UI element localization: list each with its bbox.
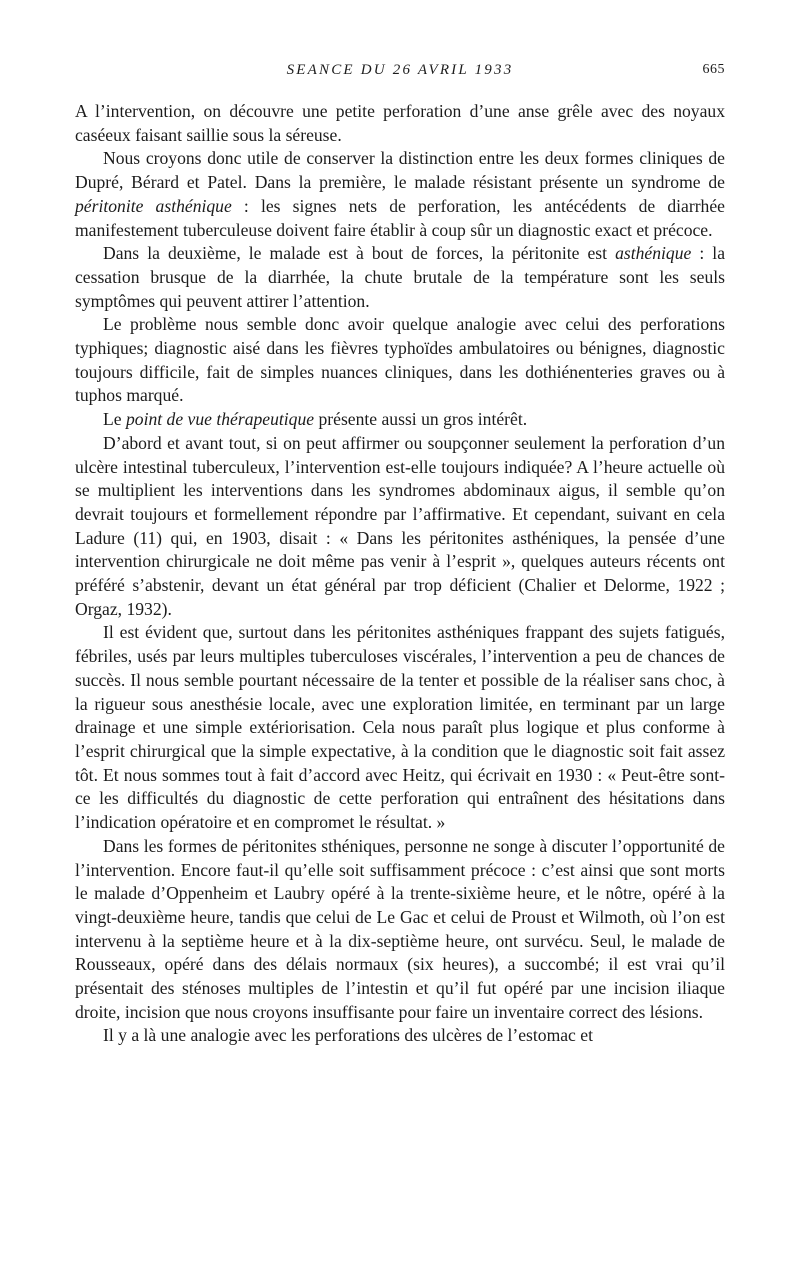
paragraph	[75, 313, 725, 408]
text-run: : la cessation brusque de la diarrhée, la chute brutale de la température sont les seuls symptômes qui peuvent attirer l’attention.	[75, 243, 725, 311]
page-header	[75, 62, 725, 88]
text-run: Dans les formes de péritonites sthéniques, personne ne songe à discuter l’opportunité de l’intervention. Encore faut-il qu’elle soit suffisamment précoce : c’est ainsi que sont morts le malade d’Oppenheim et Laubry opéré à la trente-sixième heure, et le nôtre, opéré à la vingt-deuxième heure, tandis que celui de Le Gac et celui de Proust et Wilmoth, où l’on est intervenu à la septième heure et à la dix-septième heure, ont survécu. Seul, le malade de Rousseaux, opéré dans des délais normaux (six heures), a succombé; il est vrai qu’il présentait des sténoses multiples de l’intestin et qu’il fut opéré par une incision iliaque droite, incision que nous croyons insuffisante pour faire un inventaire correct des lésions.	[75, 835, 725, 1022]
text-run: présente aussi un gros intérêt.	[314, 409, 528, 430]
paragraph	[75, 432, 725, 622]
text-run: : les signes nets de perforation, les antécédents de diarrhée manifestement tuberculeuse doivent faire établir à coup sûr un diagnostic exact et précoce.	[75, 195, 725, 240]
text-run: Le problème nous semble donc avoir quelque analogie avec celui des perforations typhiques; diagnostic aisé dans les fièvres typhoïdes ambulatoires ou bénignes, diagnostic toujours difficile, fait de simples nuances cliniques, dans les dothiénenteries graves ou à tuphos marqué.	[75, 314, 725, 406]
page-number: 665	[702, 62, 725, 77]
paragraph	[75, 835, 725, 1025]
text-run: Le	[103, 409, 126, 430]
paragraph	[75, 1024, 725, 1048]
paragraph	[75, 408, 725, 432]
italic-run: asthénique	[615, 243, 692, 264]
paragraph	[75, 147, 725, 242]
text-run: Nous croyons donc utile de conserver la distinction entre les deux formes cliniques de Dupré, Bérard et Patel. Dans la première, le malade résistant présente un syndrome de	[75, 148, 725, 193]
italic-run: point de vue thérapeutique	[125, 409, 315, 430]
paragraph	[75, 242, 725, 313]
text-run: Il est évident que, surtout dans les péritonites asthéniques frappant des sujets fatigués, fébriles, usés par leurs multiples tuberculoses viscérales, l’intervention a peu de chances de succès. Il nous semble pourtant nécessaire de la tenter et possible de la réaliser sans choc, à la rigueur sous anesthésie locale, avec une exploration limitée, en terminant par un large drainage et une simple extériorisation. Cela nous paraît plus logique et plus conforme à l’esprit chirurgical que la simple expectative, à la condition que le diagnostic soit fait assez tôt. Et nous sommes tout à fait d’accord avec Heitz, qui écrivait en 1930 : « Peut-être sont-ce les difficultés du diagnostic de cette perforation qui entraînent des hésitations dans l’indication opératoire et en compromet le résultat. »	[75, 622, 725, 833]
running-title: SEANCE DU 26 AVRIL 1933	[286, 62, 514, 78]
italic-run: péritonite asthénique	[75, 195, 232, 216]
paragraph	[75, 621, 725, 834]
text-run: Il y a là une analogie avec les perforations des ulcères de l’estomac et	[103, 1025, 593, 1046]
body-text	[75, 100, 725, 1048]
text-run: D’abord et avant tout, si on peut affirmer ou soupçonner seulement la perforation d’un ulcère intestinal tuberculeux, l’intervention est-elle toujours indiquée? A l’heure actuelle où se multiplient les interventions dans les syndromes abdominaux aigus, il semble qu’on devrait toujours et formellement répondre par l’affirmative. Et cependant, suivant en cela Ladure (11) qui, en 1903, disait : « Dans les péritonites asthéniques, la pensée d’une intervention chirurgicale ne doit même pas venir à l’esprit », quelques auteurs récents ont préféré s’abstenir, devant un état général par trop déficient (Chalier et Delorme, 1922 ; Orgaz, 1932).	[75, 432, 725, 619]
text-run: Dans la deuxième, le malade est à bout de forces, la péritonite est	[103, 243, 616, 264]
paragraph	[75, 100, 725, 147]
text-run: A l’intervention, on découvre une petite perforation d’une anse grêle avec des noyaux caséeux faisant saillie sous la séreuse.	[75, 101, 725, 145]
